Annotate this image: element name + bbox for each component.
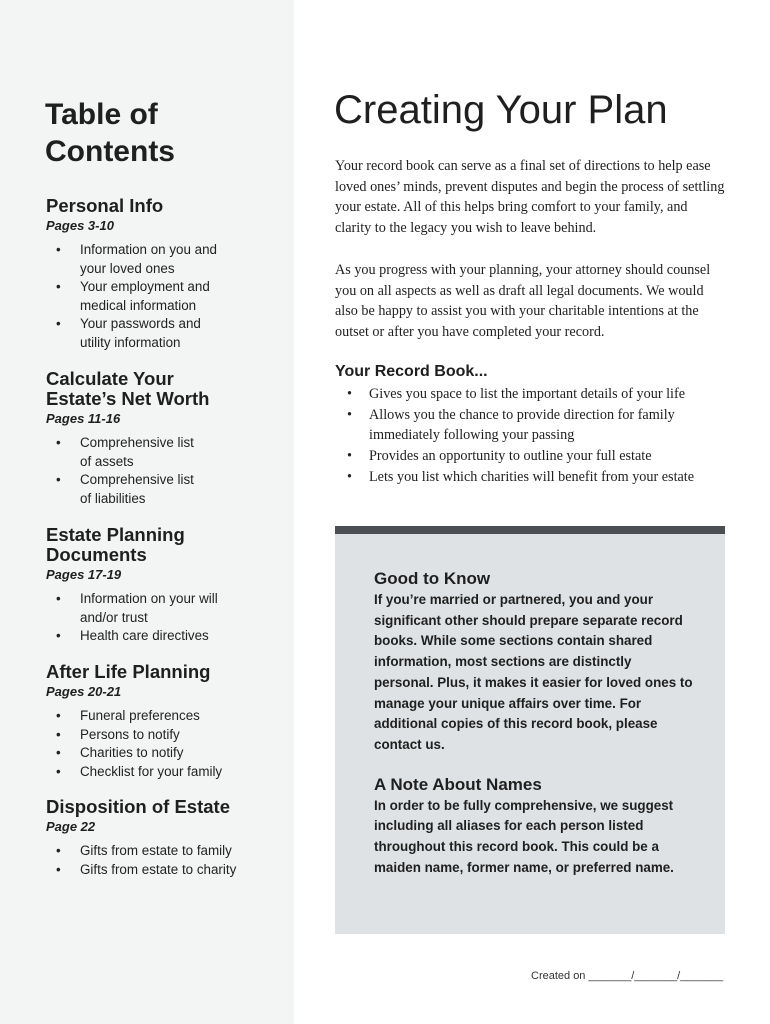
bullet: • <box>56 628 61 643</box>
toc-item-line: of liabilities <box>80 490 146 506</box>
toc-list-item <box>46 707 276 726</box>
bullet: • <box>347 386 352 402</box>
toc-item-line: your loved ones <box>80 260 175 276</box>
toc-heading-line: Calculate Your <box>46 368 174 389</box>
toc-item-line: medical information <box>80 297 197 313</box>
bullet: • <box>56 726 61 742</box>
names-text: In order to be fully comprehensive, we suggest including all aliases for each person listed throughout this record book. This could be a maiden name, former name, or preferred name. <box>374 797 674 875</box>
toc-list <box>46 434 276 508</box>
record-book-heading: Your Record Book... <box>335 363 488 380</box>
toc-list <box>46 590 276 646</box>
toc-section-personal-info <box>46 196 276 352</box>
good-to-know-heading: Good to Know <box>374 569 491 588</box>
bullet: • <box>56 591 61 606</box>
toc-list-item <box>46 627 276 646</box>
toc-list-item <box>46 471 276 508</box>
bullet: • <box>56 745 61 760</box>
created-on-line: Created on _______/_______/_______ <box>531 970 724 982</box>
good-to-know-text: If you’re married or partnered, you and your significant other should prepare separate record books. While some sections contain shared information, most sections are distinctly personal. Plus, it makes it easier for loved ones to manage your unique affairs over time. For additional copies of this record book, please contact us. <box>374 592 693 752</box>
toc-item-line: Comprehensive list <box>80 435 194 450</box>
intro-paragraph: Your record book can serve as a final set of directions to help ease loved ones’ minds, prevent disputes and begin the process of settling your estate. All of this helps bring comfort to your family, and clarity to the legacy you wish to leave behind. <box>335 158 725 237</box>
toc-section-heading <box>46 525 276 565</box>
toc-list-item <box>46 315 276 352</box>
toc-item-line: Your passwords and <box>80 316 201 331</box>
bullet: • <box>56 843 61 858</box>
toc-list-item <box>46 434 276 471</box>
record-book-item-text: Allows you the chance to provide direction for family immediately following your passing <box>369 406 675 444</box>
toc-item-line: Charities to notify <box>80 745 184 760</box>
toc-item-line: and/or trust <box>80 609 148 625</box>
toc-item-line: Funeral preferences <box>80 708 200 723</box>
bullet: • <box>56 316 61 331</box>
record-book-item-text: Gives you space to list the important details of your life <box>369 386 685 402</box>
toc-item-line: Information on you and <box>80 242 217 257</box>
toc-item-line: Checklist for your family <box>80 763 223 779</box>
toc-list <box>46 842 276 879</box>
callout-top-bar <box>335 526 725 534</box>
toc-pages: Pages 3-10 <box>46 218 114 233</box>
toc-title <box>45 96 275 170</box>
bullet: • <box>56 279 61 294</box>
bullet: • <box>56 242 61 257</box>
toc-item-line: Persons to notify <box>80 726 180 742</box>
spacer <box>374 756 694 774</box>
toc-section-estate-planning <box>46 525 276 646</box>
toc-pages: Pages 11-16 <box>46 411 121 426</box>
toc-section-after-life <box>46 662 276 781</box>
record-book-item <box>335 446 730 467</box>
record-book-item <box>335 467 730 488</box>
toc-item-line: Gifts from estate to family <box>80 843 232 858</box>
toc-list-item <box>46 590 276 627</box>
progress-paragraph: As you progress with your planning, your attorney should counsel you on all aspects as well as draft all legal documents. We would also be happy to assist you with your charitable intentions at the outset or after you have completed your record. <box>335 262 711 341</box>
bullet: • <box>56 763 61 779</box>
toc-pages: Pages 17-19 <box>46 567 122 582</box>
toc-list-item <box>46 278 276 315</box>
names-heading: A Note About Names <box>374 774 542 794</box>
toc-item-line: Information on your will <box>80 591 218 606</box>
toc-pages: Page 22 <box>46 819 96 834</box>
record-book-item <box>335 384 730 405</box>
toc-title-line: Contents <box>45 135 175 168</box>
toc-item-line: utility information <box>80 334 181 350</box>
toc-item-line: Comprehensive list <box>80 472 194 487</box>
toc-list-item <box>46 842 276 861</box>
bullet: • <box>56 861 61 877</box>
toc-list <box>46 707 276 781</box>
toc-heading-line: Disposition of Estate <box>46 796 230 817</box>
record-book-item <box>335 405 730 446</box>
bullet: • <box>56 435 61 450</box>
bullet: • <box>56 472 61 487</box>
toc-item-line: Your employment and <box>80 279 210 294</box>
toc-heading-line: Estate’s Net Worth <box>46 388 210 409</box>
toc-section-net-worth <box>46 369 276 508</box>
bullet: • <box>56 708 61 723</box>
toc-item-line: Health care directives <box>80 628 209 643</box>
toc-section-heading <box>46 797 276 817</box>
toc-title-line: Table of <box>45 98 158 131</box>
toc-heading-line: Estate Planning <box>46 524 185 545</box>
toc-list-item <box>46 744 276 763</box>
toc-list-item <box>46 726 276 745</box>
page-title: Creating Your Plan <box>334 88 668 132</box>
record-book-item-text: Lets you list which charities will benefit from your estate <box>369 468 695 485</box>
toc-heading-line: After Life Planning <box>46 661 211 682</box>
toc-pages: Pages 20-21 <box>46 684 122 699</box>
toc-section-heading <box>46 662 276 682</box>
toc-item-line: of assets <box>80 453 134 469</box>
toc-heading-line: Personal Info <box>46 195 164 216</box>
callout-content <box>374 568 694 878</box>
toc-section-disposition <box>46 797 276 879</box>
toc-section-heading <box>46 196 276 216</box>
toc-section-heading <box>46 369 276 409</box>
bullet: • <box>347 468 352 485</box>
toc-list-item <box>46 241 276 278</box>
callout-box <box>335 534 725 934</box>
record-book-item-text: Provides an opportunity to outline your full estate <box>369 448 652 465</box>
toc-item-line: Gifts from estate to charity <box>80 861 237 877</box>
toc-heading-line: Documents <box>46 544 147 565</box>
record-book-list <box>335 384 730 488</box>
toc-list <box>46 241 276 352</box>
bullet: • <box>347 448 352 465</box>
toc-list-item <box>46 763 276 782</box>
bullet: • <box>347 406 352 423</box>
toc-list-item <box>46 861 276 880</box>
